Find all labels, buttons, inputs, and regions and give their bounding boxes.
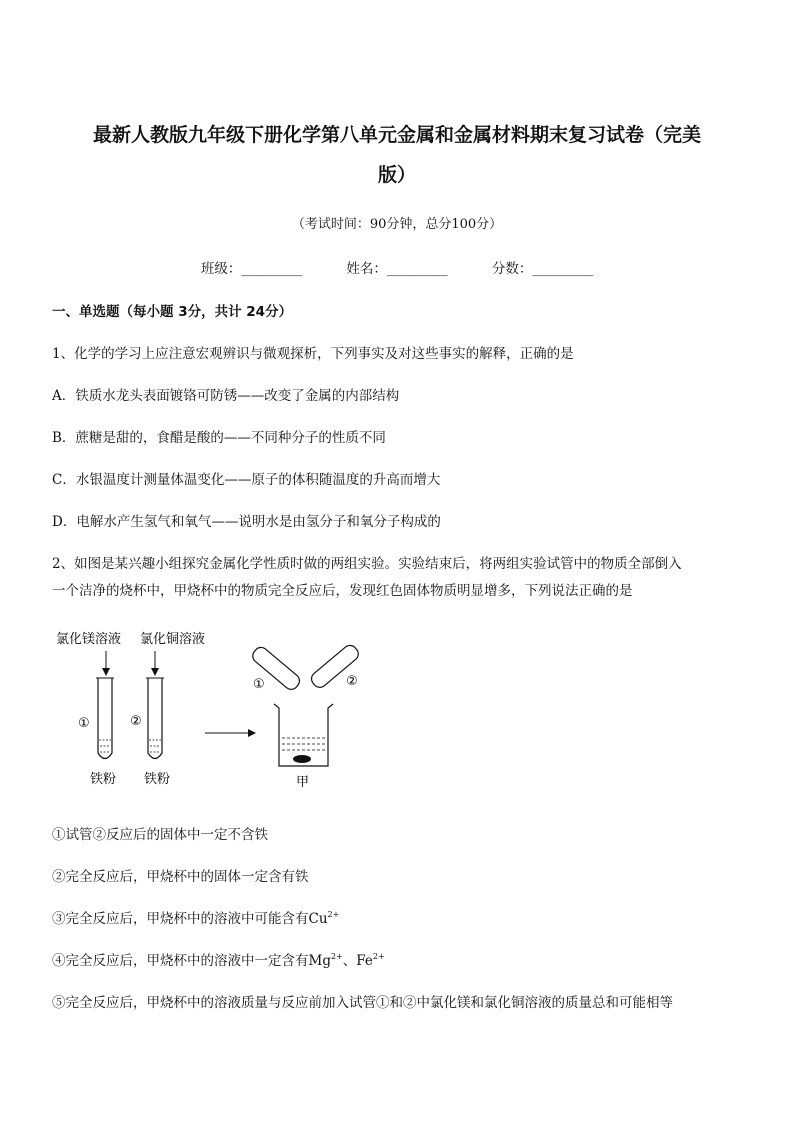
class-label: 班级：: [200, 261, 242, 277]
cu-charge-superscript: 2+: [327, 910, 340, 919]
q1-option-a: A．铁质水龙头表面镀铬可防锈——改变了金属的内部结构: [52, 388, 400, 404]
q1-stem: 1、化学的学习上应注意宏观辨识与微观探析，下列事实及对这些事实的解释，正确的是: [52, 346, 574, 362]
q2-stem-line1: 2、如图是某兴趣小组探究金属化学性质时做的两组实验。实验结束后，将两组实验试管中的物质全部倒入: [52, 556, 682, 572]
fe-charge-superscript: 2+: [372, 952, 385, 961]
page-title-line2: 版）: [377, 164, 416, 186]
class-blank: _________: [241, 261, 303, 277]
student-info-row: [0, 257, 794, 277]
q2-statement-5: ⑤完全反应后，甲烧杯中的溶液质量与反应前加入试管①和②中氯化镁和氯化铜溶液的质量总和可能相等: [52, 995, 673, 1011]
mg-charge-superscript: 2+: [330, 952, 343, 961]
q1-option-c: C．水银温度计测量体温变化——原子的体积随温度的升高而增大: [52, 472, 441, 488]
exam-time-note: （考试时间：90分钟，总分100分）: [291, 217, 503, 232]
q1-option-b: B．蔗糖是甜的，食醋是酸的——不同种分子的性质不同: [52, 430, 386, 446]
beaker-label: 甲: [296, 775, 310, 790]
q2-statement-4: [52, 949, 385, 969]
section-heading: 一、单选题（每小题 3分，共计 24分）: [52, 304, 293, 320]
experiment-figure: [50, 618, 380, 798]
q2-statement-2: ②完全反应后，甲烧杯中的固体一定含有铁: [52, 869, 309, 885]
tube1-iron-powder-label: 铁粉: [90, 772, 117, 787]
pour2-number: ②: [346, 674, 358, 689]
statement3-text: ③完全反应后，甲烧杯中的溶液中可能含有Cu: [52, 911, 328, 927]
mgcl2-solution-label: 氯化镁溶液: [56, 632, 122, 647]
page-title-line1: 最新人教版九年级下册化学第八单元金属和金属材料期末复习试卷（完美: [92, 124, 701, 146]
q2-statement-1: ①试管②反应后的固体中一定不含铁: [52, 827, 268, 843]
score-blank: _________: [532, 261, 594, 277]
name-label: 姓名：: [346, 261, 387, 277]
tube2-iron-powder-label: 铁粉: [144, 772, 171, 787]
test-tube-1: [96, 678, 114, 759]
tube2-number: ②: [130, 714, 142, 729]
class-field: [201, 261, 302, 277]
statement4-text: ④完全反应后，甲烧杯中的溶液中一定含有Mg: [52, 953, 331, 969]
score-field: [492, 261, 593, 277]
pour1-number: ①: [253, 677, 265, 692]
arrow-right-icon: [205, 729, 256, 737]
arrow-down-icon: [151, 651, 159, 676]
beaker-jia: [274, 704, 333, 766]
q1-option-d: D．电解水产生氢气和氧气——说明水是由氢分子和氧分子构成的: [52, 514, 441, 530]
q2-statement-3: [52, 907, 339, 927]
tube1-number: ①: [78, 716, 90, 731]
name-blank: _________: [386, 261, 448, 277]
name-field: [346, 261, 447, 277]
q2-stem-line2: 一个洁净的烧杯中，甲烧杯中的物质完全反应后，发现红色固体物质明显增多，下列说法正确的是: [52, 583, 633, 599]
cucl2-solution-label: 氯化铜溶液: [140, 632, 206, 647]
test-tube-2: [146, 678, 164, 759]
arrow-down-icon: [102, 651, 110, 676]
score-label: 分数：: [491, 261, 533, 277]
statement4-fe-text: 、Fe: [342, 953, 373, 969]
